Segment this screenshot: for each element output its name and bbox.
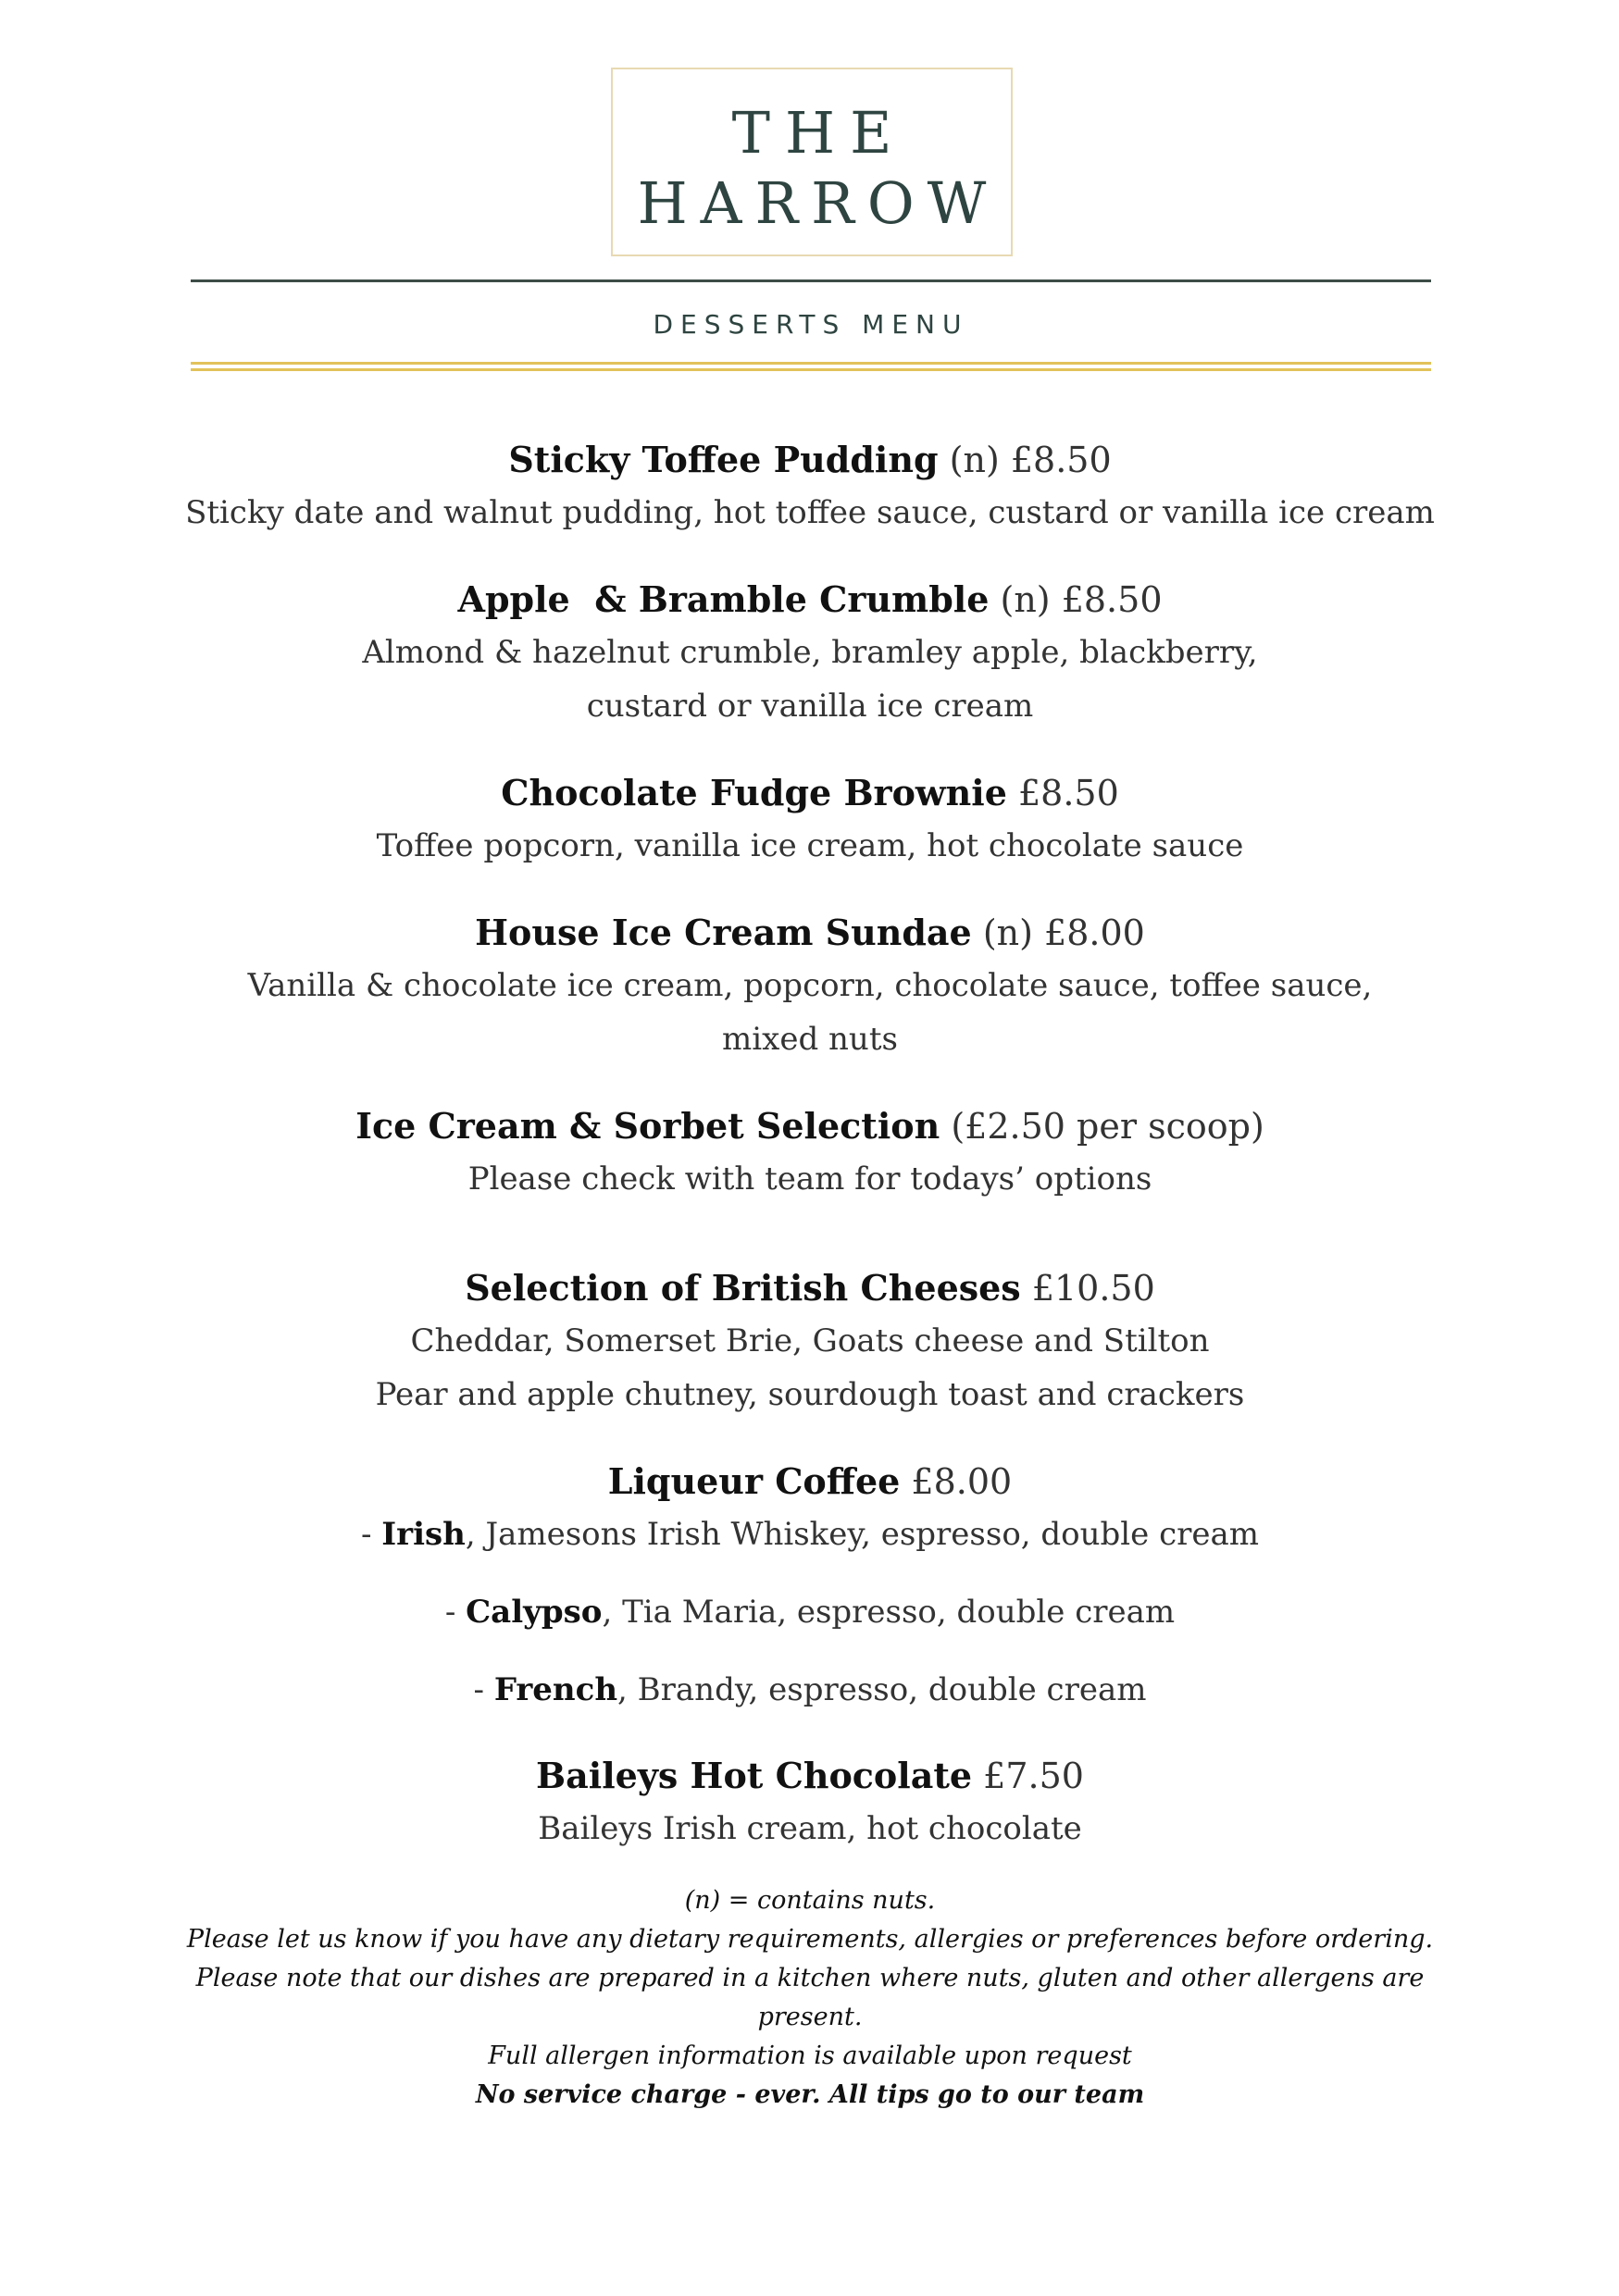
allergen-notes [148, 1881, 1472, 2115]
divider-gold [191, 362, 1431, 365]
note-line: Full allergen information is available upon request [488, 2042, 1132, 2070]
menu-item [148, 574, 1472, 733]
menu-item [148, 1456, 1472, 1717]
divider-gold [191, 368, 1431, 371]
item-name: Chocolate Fudge Brownie [501, 772, 1007, 813]
item-name: House Ice Cream Sundae [475, 912, 972, 953]
item-name: Baileys Hot Chocolate [536, 1755, 973, 1796]
menu-item [148, 1262, 1472, 1421]
menu-item [148, 1750, 1472, 1855]
note-line: (n) = contains nuts. [684, 1886, 936, 1915]
item-price: £10.50 [1031, 1268, 1155, 1309]
item-name: Apple & Bramble Crumble [457, 578, 990, 620]
item-description: Baileys Irish cream, hot chocolate [538, 1810, 1082, 1847]
item-price: (£2.50 per scoop) [951, 1106, 1264, 1147]
item-description: Cheddar, Somerset Brie, Goats cheese and Stilton [410, 1322, 1210, 1359]
item-price: £7.50 [983, 1756, 1084, 1796]
item-name: Sticky Toffee Pudding [508, 439, 939, 480]
menu-item [148, 767, 1472, 873]
item-description: Vanilla & chocolate ice cream, popcorn, chocolate sauce, toffee sauce, [247, 967, 1373, 1004]
coffee-option-name: French [493, 1671, 618, 1708]
item-description: Sticky date and walnut pudding, hot toffee sauce, custard or vanilla ice cream [185, 494, 1435, 531]
logo-line-2: HARROW [637, 169, 1000, 237]
item-description: Please check with team for todays’ options [467, 1160, 1152, 1198]
item-price: £8.00 [911, 1461, 1013, 1502]
logo [611, 68, 1013, 256]
item-description: mixed nuts [722, 1021, 898, 1058]
item-name: Ice Cream & Sorbet Selection [355, 1105, 940, 1147]
coffee-option-name: Irish [381, 1516, 466, 1553]
menu-title: DESSERTS MENU [653, 309, 969, 340]
service-charge-note: No service charge - ever. All tips go to our team [475, 2080, 1145, 2109]
logo-line-1: THE [731, 99, 907, 167]
coffee-option: - French, Brandy, espresso, double cream [473, 1671, 1147, 1708]
note-line: Please note that our dishes are prepared in a kitchen where nuts, gluten and other allergens are present. [195, 1964, 1425, 2031]
item-price: (n) £8.50 [1000, 579, 1163, 620]
item-description: Pear and apple chutney, sourdough toast and crackers [375, 1376, 1245, 1413]
menu-item [148, 1100, 1472, 1206]
item-price: (n) £8.00 [982, 912, 1145, 953]
item-price: £8.50 [1017, 773, 1119, 813]
menu-item [148, 907, 1472, 1066]
item-description: Almond & hazelnut crumble, bramley apple, blackberry, [362, 634, 1258, 671]
divider-top [191, 279, 1431, 282]
menu-item [148, 434, 1472, 540]
coffee-option: - Calypso, Tia Maria, espresso, double cream [444, 1594, 1176, 1631]
item-description: Toffee popcorn, vanilla ice cream, hot chocolate sauce [376, 827, 1244, 864]
note-line: Please let us know if you have any dietary requirements, allergies or preferences before ordering. [186, 1925, 1434, 1954]
coffee-option-name: Calypso [466, 1594, 603, 1631]
item-price: (n) £8.50 [949, 440, 1112, 480]
item-name: Liqueur Coffee [607, 1460, 901, 1502]
item-name: Selection of British Cheeses [465, 1267, 1021, 1309]
coffee-option: - Irish, Jamesons Irish Whiskey, espresso, double cream [360, 1516, 1260, 1553]
item-description: custard or vanilla ice cream [586, 688, 1034, 725]
